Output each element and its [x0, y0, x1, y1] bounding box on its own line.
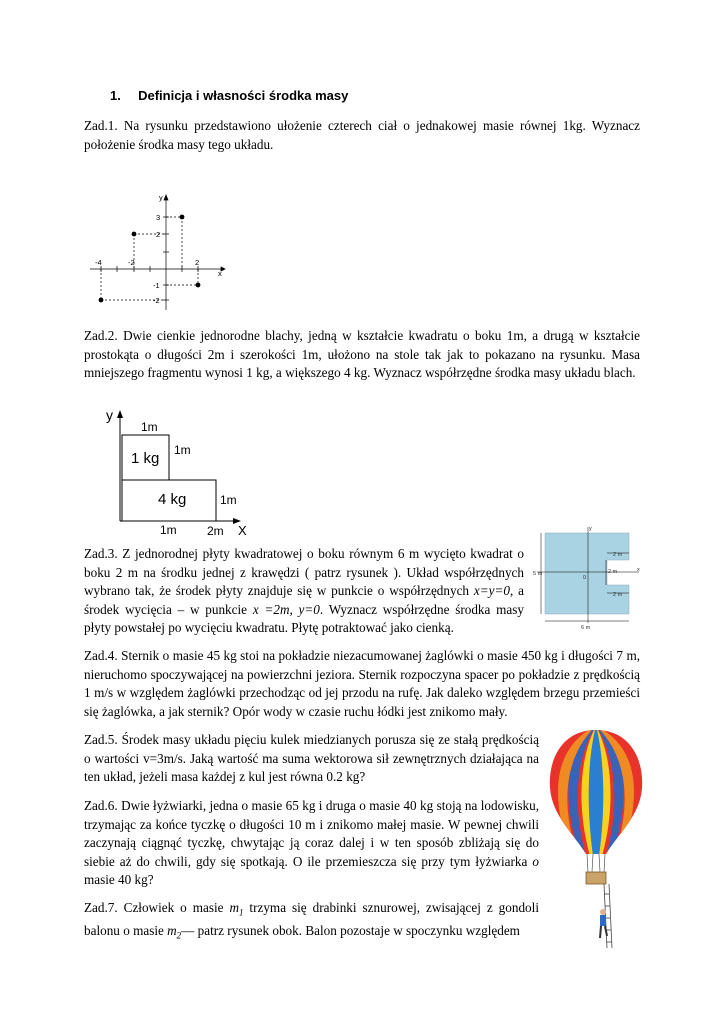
- problem-7-part: Zad.7. Człowiek o masie: [84, 900, 230, 915]
- problem-4-text: Zad.4. Sternik o masie 45 kg stoi na pokładzie niezacumowanej żaglówki o masie 450 kg i długości 7 m, nieruchomo spoczywającej na powierzchni jeziora. Sternik rozpoczyna spacer po pokładzie z prędkością 1 m/s w względem żaglówki przechodząc od jej przodu na rufę. Jak daleko względem brzegu przemieści się żaglówka, a jak sternik? Opór wody w czasie ruchu łódki jest znikomo mały.: [84, 648, 640, 719]
- basket-ropes: [587, 854, 605, 872]
- left-dimension-label: 5 m: [533, 571, 543, 577]
- point-mass: [180, 215, 185, 220]
- climbing-person: [600, 909, 607, 938]
- y-tick-label: 3: [156, 213, 161, 222]
- figure-3-cut-plate: [533, 523, 645, 633]
- small-mass-label: 1 kg: [131, 450, 160, 467]
- origin-label: 0: [583, 575, 587, 581]
- problem-2-text: Zad.2. Dwie cienkie jednorodne blachy, jedną w kształcie kwadratu o boku 1m, a drugą w kształcie prostokąta o długości 2m i szerokości 1m, ułożono na stole tak jak to pokazano na rysunku. Masa mniejszego fragmentu wynosi 1 kg, a większego 4 kg. Wyznacz współrzędne środka masy układu blach.: [84, 328, 640, 380]
- x-tick-label: -4: [95, 258, 102, 267]
- section-heading: [110, 88, 348, 103]
- x-axis-label: x: [218, 269, 222, 278]
- point-mass: [196, 283, 201, 288]
- mass-symbol: m: [229, 900, 239, 915]
- mass-points: [99, 215, 201, 303]
- x-axis-label: x: [637, 567, 640, 573]
- hot-air-balloon-illustration: [546, 726, 646, 954]
- gondola-basket: [586, 872, 606, 884]
- problem-3-part: , a środek wycięcia – w punkcie: [84, 583, 524, 617]
- y-tick-label: 2: [156, 230, 161, 239]
- top-dimension-label: 2 m: [613, 552, 623, 558]
- problem-3-coordinate: x=y=0: [473, 583, 510, 598]
- point-mass: [99, 298, 104, 303]
- x-tick-label: 2: [195, 258, 200, 267]
- y-tick-label: -1: [153, 281, 160, 290]
- problem-6-part: masie 40 kg?: [84, 872, 154, 887]
- problem-3-part: Zad.3. Z jednorodnej płyty kwadratowej o boku równym 6 m wycięto kwadrat o boku 2 m na środku jednej z krawędzi ( patrz rysunek ). Układ współrzędnych wybrano tak, że środek płyty znajduje się w punkcie o współrzędnych: [84, 546, 524, 598]
- figure-1-coordinate-plot: [84, 190, 234, 315]
- problem-1-text: Zad.1. Na rysunku przedstawiono ułożenie czterech ciał o jednakowej masie równej 1kg. Wyznacz położenie środka masy tego układu.: [84, 118, 640, 152]
- problem-3-text: [84, 545, 524, 638]
- balloon-envelope: [546, 726, 646, 856]
- x-tick-label: -2: [128, 258, 135, 267]
- problem-6-part: Zad.6. Dwie łyżwiarki, jedna o masie 65 kg i druga o masie 40 kg stoją na lodowisku, trzymając za końce tyczkę o długości 10 m i znikomo małej masie. W pewnej chwili zaczynają ciągnąć tyczkę, chwytając ją coraz dalej i w ten sposób zbliżają się do siebie aż do chwili, gdy się spotkają. O ile przemieszcza się przy tym łyżwiarka: [84, 798, 539, 869]
- small-side-label: 1m: [174, 443, 191, 457]
- y-axis-label: y: [106, 407, 113, 423]
- problem-3-part: . Wyznacz współrzędne środka masy płyty powstałej po wycięciu kwadratu. Płytę potraktować jako cienką.: [84, 601, 524, 635]
- problem-7-part: trzyma się drabinki sznurowej, zwisającej z gondoli balonu o masie: [84, 900, 539, 939]
- large-side-label: 1m: [220, 493, 237, 507]
- large-mass-label: 4 kg: [158, 491, 187, 508]
- top-dimension-label: 1m: [141, 420, 158, 434]
- y-axis-label: y: [589, 526, 592, 532]
- bottom-label-1m: 1m: [160, 523, 177, 537]
- bottom-dimension-label: 6 m: [581, 625, 591, 631]
- point-mass: [132, 232, 137, 237]
- y-axis-label: y: [159, 193, 163, 202]
- problem-7-text: [84, 899, 539, 945]
- mass-subscript: 2: [176, 930, 182, 941]
- low-dimension-label: 2 m: [613, 592, 623, 598]
- mass-symbol: m: [167, 923, 177, 939]
- problem-5-text: Zad.5. Środek masy układu pięciu kulek miedzianych porusza się ze stałą prędkością o wartości v=3m/s. Jaką wartość ma suma wektorowa sił zewnętrznych działająca na ten układ, jeżeli masa każdej z kul jest równa 0.2 kg?: [84, 732, 539, 784]
- problem-7-part: — patrz rysunek obok. Balon pozostaje w spoczynku względem: [181, 923, 520, 939]
- problem-6-italic: o: [532, 853, 539, 869]
- y-tick-label: -2: [153, 296, 160, 305]
- figure-2-plates: [100, 404, 260, 539]
- guide-lines: [101, 217, 198, 300]
- problem-6-text: [84, 797, 539, 890]
- heading-number: 1.: [110, 88, 121, 103]
- cut-dimension-label: 2 m: [608, 569, 618, 575]
- x-axis-label: X: [238, 523, 247, 538]
- problem-3-coordinate: x =2m, y=0: [252, 601, 320, 617]
- bottom-label-2m: 2m: [207, 524, 224, 538]
- mass-subscript: 1: [238, 907, 244, 918]
- y-axis-arrow: [117, 410, 123, 418]
- heading-title: Definicja i własności środka masy: [138, 88, 349, 103]
- y-axis-arrow: [164, 195, 168, 200]
